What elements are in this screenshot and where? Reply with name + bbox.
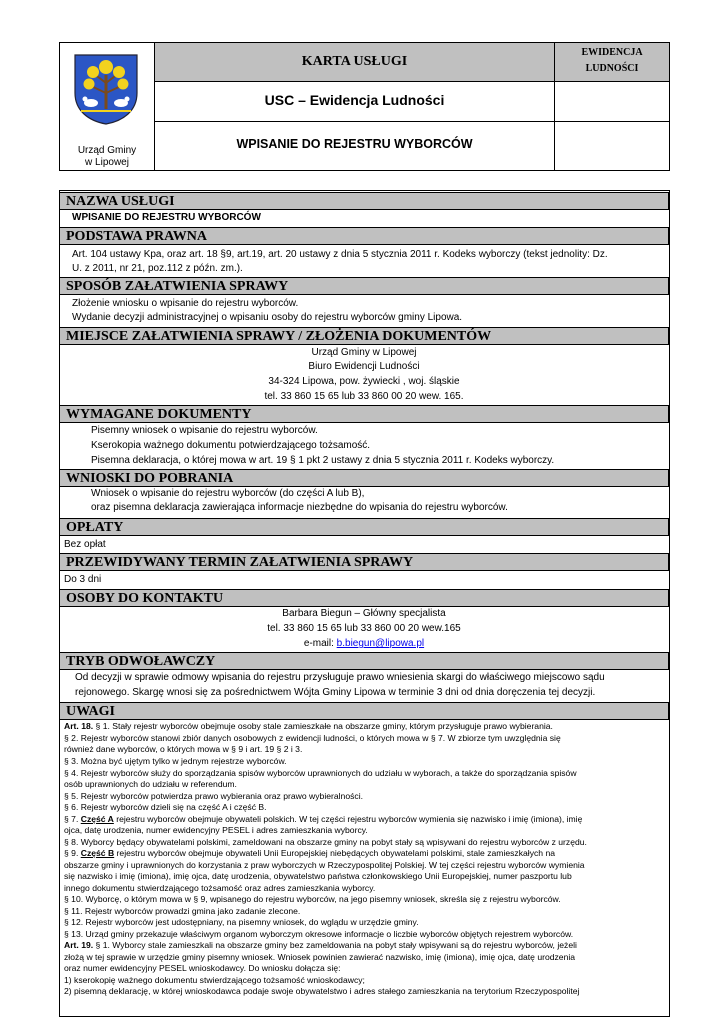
section-docs-title: WYMAGANE DOKUMENTY — [59, 405, 669, 423]
place-line2: Biuro Ewidencji Ludności — [308, 361, 420, 372]
section-term-title: PRZEWIDYWANY TERMIN ZAŁATWIENIA SPRAWY — [59, 553, 669, 571]
note-line: § 11. Rejestr wyborców prowadzi gmina jako zadanie zlecone. — [64, 906, 301, 916]
note-part-a: Część A — [80, 814, 114, 824]
contact-email-label: e-mail: — [303, 638, 337, 649]
section-forms-title: WNIOSKI DO POBRANIA — [59, 469, 669, 487]
service-title: WPISANIE DO REJESTRU WYBORCÓW — [236, 137, 473, 151]
note-line: obszarze gminy i uprawnionych do korzystania z praw wyborczych w Rzeczypospolitej Polskiej. W tej części rejestru wyborców wymienia — [64, 860, 585, 870]
note-line: § 6. Rejestr wyborców dzieli się na część A i część B. — [64, 802, 267, 812]
service-name-value: WPISANIE DO REJESTRU WYBORCÓW — [72, 212, 261, 223]
coat-of-arms-logo — [73, 53, 139, 125]
note-text: § 7. — [64, 814, 81, 824]
header-divider-h2 — [154, 121, 670, 122]
contact-line2: tel. 33 860 15 65 lub 33 860 00 20 wew.165 — [267, 623, 461, 634]
note-text: § 1. Stały rejestr wyborców obejmuje osoby stale zamieszkałe na obszarze gminy, którym przysługuje prawo wybierania. — [93, 721, 553, 731]
note-line: § 12. Rejestr wyborców jest udostępniany, na pisemny wniosek, do wglądu w urzędzie gminy. — [64, 917, 419, 927]
section-place-title: MIEJSCE ZAŁATWIENIA SPRAWY / ZŁOŻENIA DOKUMENTÓW — [59, 327, 669, 345]
section-fees-title: OPŁATY — [59, 518, 669, 536]
note-article-18: Art. 18. — [64, 721, 94, 731]
forms-line1: Wniosek o wpisanie do rejestru wyborców (do części A lub B), — [91, 488, 365, 499]
section-appeal-title: TRYB ODWOŁAWCZY — [59, 652, 669, 670]
docs-line3: Pisemna deklaracja, o której mowa w art. 19 § 1 pkt 2 ustawy z dnia 5 stycznia 2011 r. Kodeks wyborczy. — [91, 455, 555, 466]
note-line: § 13. Urząd gminy przekazuje właściwym organom wyborczym okresowe informacje o liczbie wyborców objętych rejestrem wyborców. — [64, 929, 574, 939]
note-line — [64, 940, 577, 951]
note-line: § 8. Wyborcy będący obywatelami polskimi, zameldowani na obszarze gminy na pobyt stały są wpisywani do rejestru wyborców z urzędu. — [64, 837, 587, 847]
header-divider-h1 — [154, 81, 670, 82]
note-article-19: Art. 19. — [64, 940, 94, 950]
note-text: § 9. — [64, 848, 81, 858]
note-line: innego dokumentu stwierdzającego tożsamość oraz adres zamieszkania wyborcy. — [64, 883, 376, 893]
note-line: § 3. Można być ujętym tylko w jednym rejestrze wyborców. — [64, 756, 287, 766]
place-line3: 34-324 Lipowa, pow. żywiecki , woj. śląskie — [268, 376, 460, 387]
appeal-line1: Od decyzji w sprawie odmowy wpisania do rejestru przysługuje prawo wniesienia skargi do właściwego miejscowo sądu — [75, 672, 605, 683]
note-line: ojca, datę urodzenia, numer ewidencyjny PESEL i adres zamieszkania wyborcy. — [64, 825, 368, 835]
contact-email-link[interactable]: b.biegun@lipowa.pl — [336, 638, 425, 649]
place-line1: Urząd Gminy w Lipowej — [311, 347, 417, 358]
note-line — [64, 814, 582, 825]
note-line: § 5. Rejestr wyborców potwierdza prawo wybierania oraz prawo wybieralności. — [64, 791, 364, 801]
section-method-title: SPOSÓB ZAŁATWIENIA SPRAWY — [59, 277, 669, 295]
docs-line2: Kserokopia ważnego dokumentu potwierdzającego tożsamość. — [91, 440, 371, 451]
unit-title: USC – Ewidencja Ludności — [264, 92, 445, 108]
note-line: złożą w tej sprawie w urzędzie gminy pisemny wniosek. Wniosek powinien zawierać nazwisko, imię (imiona), imię ojca, datę urodzenia — [64, 952, 576, 962]
note-line: 2) pisemną deklarację, w której wnioskodawca podaje swoje obywatelstwo i adres stałego zamieszkania na terytorium Rzeczypospolitej — [64, 986, 580, 996]
note-line: osób uprawnionych do udziału w referendum. — [64, 779, 237, 789]
contact-email-line — [60, 638, 668, 650]
note-line — [64, 848, 555, 859]
note-line: oraz numer ewidencyjny PESEL wnioskodawcy. Do wniosku dołącza się: — [64, 963, 341, 973]
note-line: również dane wyborców, o których mowa w § 9 i art. 19 § 2 i 3. — [64, 744, 303, 754]
docs-line1: Pisemny wniosek o wpisanie do rejestru wyborców. — [91, 425, 318, 436]
note-text: rejestru wyborców obejmuje obywateli polskich. W tej części rejestru wyborców wymienia się nazwisko i imię (imiona), imię — [113, 814, 583, 824]
note-line: § 4. Rejestr wyborców służy do sporządzania spisów wyborców uprawnionych do udziału w wyborach, a także do sporządzania spisów — [64, 768, 577, 778]
fees-value: Bez opłat — [64, 539, 106, 550]
card-title: KARTA USŁUGI — [301, 54, 408, 69]
forms-line2: oraz pisemna deklaracja zawierająca informacje niezbędne do wpisania do rejestru wyborców. — [91, 502, 508, 513]
office-name-line1: Urząd Gminy — [77, 145, 137, 156]
method-line2: Wydanie decyzji administracyjnej o wpisaniu osoby do rejestru wyborców gminy Lipowa. — [72, 312, 463, 323]
note-line — [64, 721, 553, 732]
appeal-line2: rejonowego. Skargę wnosi się za pośrednictwem Wójta Gminy Lipowa w terminie 3 dni od dnia doręczenia tej decyzji. — [75, 687, 596, 698]
note-line: się nazwisko i imię (imiona), imię ojca, datę urodzenia, obywatelstwo państwa członkowskiego Unii Europejskiej, numer paszportu lub — [64, 871, 572, 881]
section-legal-title: PODSTAWA PRAWNA — [59, 227, 669, 245]
note-line: § 2. Rejestr wyborców stanowi zbiór danych osobowych z ewidencji ludności, o których mowa w § 7. W zbiorze tym uwzględnia się — [64, 733, 561, 743]
legal-basis-line1: Art. 104 ustawy Kpa, oraz art. 18 §9, art.19, art. 20 ustawy z dnia 5 stycznia 2011 r. Kodeks wyborczy (tekst jednolity: Dz. — [72, 249, 608, 260]
section-notes-title: UWAGI — [59, 702, 669, 720]
term-value: Do 3 dni — [64, 574, 102, 585]
section-name-title: NAZWA USŁUGI — [59, 192, 669, 210]
note-text: § 1. Wyborcy stale zamieszkali na obszarze gminy bez zameldowania na pobyt stały wpisywani są do rejestru wyborców, jeżeli — [93, 940, 577, 950]
note-line: 1) kserokopię ważnego dokumentu stwierdzającego tożsamość wnioskodawcy; — [64, 975, 365, 985]
legal-basis-line2: U. z 2011, nr 21, poz.112 z późn. zm.). — [72, 263, 243, 274]
note-part-b: Część B — [80, 848, 115, 858]
note-text: rejestru wyborców obejmuje obywateli Unii Europejskiej niebędących obywatelami polskimi, stale zamieszkałych na — [114, 848, 556, 858]
contact-line1: Barbara Biegun – Główny specjalista — [282, 608, 446, 619]
dept-line2: LUDNOŚCI — [585, 63, 639, 74]
office-name-line2: w Lipowej — [85, 157, 129, 168]
note-line: § 10. Wyborcę, o którym mowa w § 9, wpisanego do rejestru wyborców, na jego pisemny wniosek, skreśla się z rejestru wyborców. — [64, 894, 561, 904]
dept-line1: EWIDENCJA — [581, 47, 643, 58]
method-line1: Złożenie wniosku o wpisanie do rejestru wyborców. — [72, 298, 299, 309]
section-contact-title: OSOBY DO KONTAKTU — [59, 589, 669, 607]
place-line4: tel. 33 860 15 65 lub 33 860 00 20 wew. 165. — [264, 391, 464, 402]
